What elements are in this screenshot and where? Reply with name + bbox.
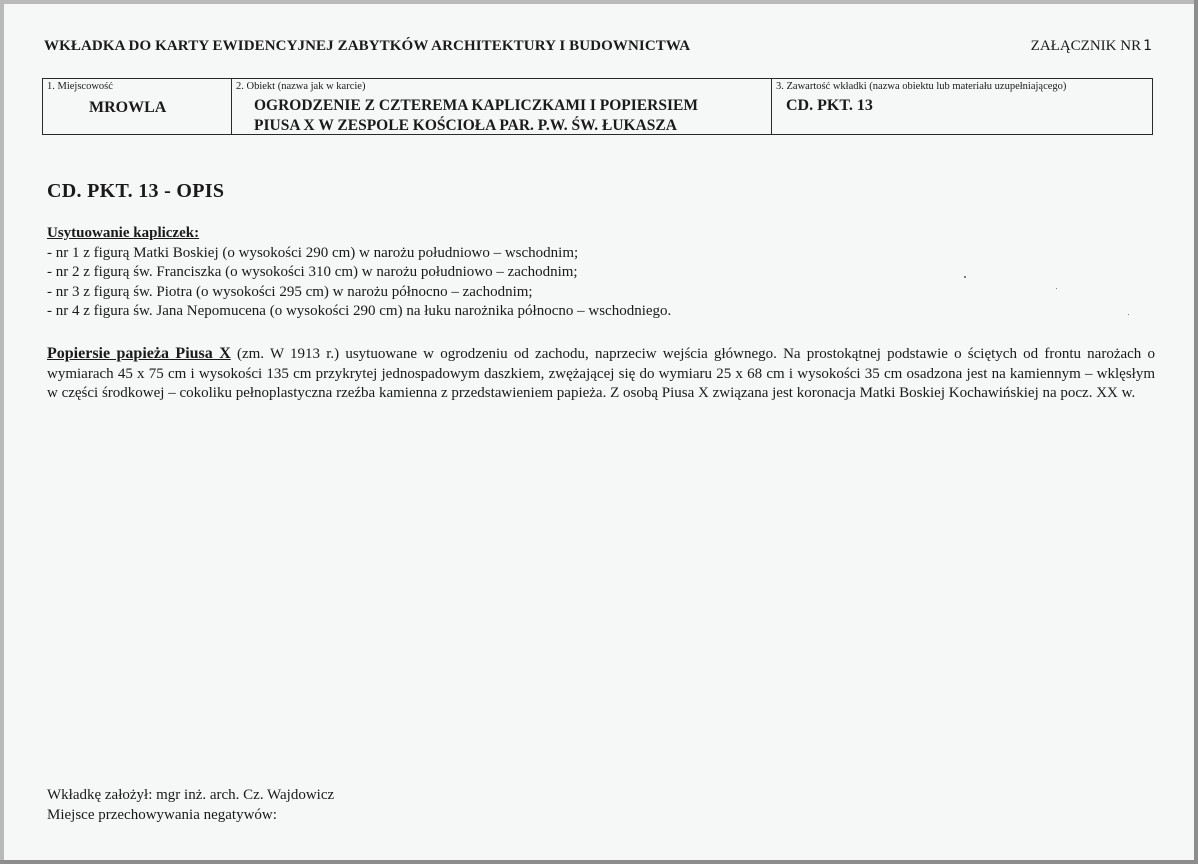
bust-text: (zm. W 1913 r.) usytuowane w ogrodzeniu od zachodu, naprzeciw wejścia głównego. Na prostokątnej podstawie o ściętych od frontu narożach o wymiarach 45 x 75 cm i wysokości 135 cm przykrytej jednospadowym daszkiem, zwężającej się do wymiaru 25 x 68 cm i wysokości 35 cm osadzona jest na kamiennym – wklęsłym w części środkowej – cokoliku pełnoplastyczna rzeźba kamienna z przedstawieniem papieża. Z osobą Piusa X związana jest koronacja Matki Boskiej Kochawińskiej na pocz. XX w. bbox=[47, 346, 1155, 401]
object-value bbox=[254, 96, 764, 136]
content-field bbox=[771, 79, 1152, 134]
annex-number: 1 bbox=[1143, 38, 1152, 54]
chapel-item-2: - nr 2 z figurą św. Franciszka (o wysokości 310 cm) w narożu południowo – zachodnim; bbox=[47, 264, 578, 280]
scan-speck bbox=[1128, 314, 1129, 315]
chapels-heading: Usytuowanie kapliczek: bbox=[47, 225, 200, 241]
document-title: WKŁADKA DO KARTY EWIDENCYJNEJ ZABYTKÓW ARCHITEKTURY I BUDOWNICTWA bbox=[44, 38, 691, 54]
content-label: 3. Zawartość wkładki (nazwa obiektu lub materiału uzupełniającego) bbox=[776, 81, 1067, 92]
chapel-item-3: - nr 3 z figurą św. Piotra (o wysokości 295 cm) w narożu północno – zachodnim; bbox=[47, 283, 533, 300]
scan-speck bbox=[964, 276, 966, 278]
document-card bbox=[4, 4, 1194, 860]
author-line: Wkładkę założył: mgr inż. arch. Cz. Wajdowicz bbox=[47, 787, 335, 803]
object-field bbox=[231, 79, 771, 134]
object-value-line2: PIUSA X W ZESPOLE KOŚCIOŁA PAR. P.W. ŚW. ŁUKASZA bbox=[254, 117, 677, 134]
section-title: CD. PKT. 13 - OPIS bbox=[47, 180, 225, 202]
object-value-line1: OGRODZENIE Z CZTEREMA KAPLICZKAMI I POPIERSIEM bbox=[254, 97, 698, 114]
bust-heading: Popiersie papieża Piusa X bbox=[47, 345, 231, 362]
scan-speck bbox=[1056, 288, 1057, 289]
header-fields-table bbox=[42, 78, 1153, 135]
annex-text: ZAŁĄCZNIK NR bbox=[1030, 38, 1142, 54]
scan-edge-right bbox=[1194, 0, 1198, 864]
header-line bbox=[44, 38, 1152, 58]
scan-edge-bottom bbox=[0, 860, 1198, 864]
locality-value: MROWLA bbox=[89, 99, 167, 116]
negatives-line: Miejsce przechowywania negatywów: bbox=[47, 806, 277, 823]
locality-label: 1. Miejscowość bbox=[47, 81, 113, 92]
content-value: CD. PKT. 13 bbox=[786, 97, 873, 114]
footer bbox=[47, 786, 334, 825]
annex-label bbox=[1031, 38, 1152, 55]
chapel-item-4: - nr 4 z figura św. Jana Nepomucena (o wysokości 290 cm) na łuku narożnika północno – wschodniego. bbox=[47, 303, 672, 319]
bust-paragraph bbox=[47, 344, 1155, 404]
locality-field bbox=[43, 79, 231, 134]
chapel-item-1: - nr 1 z figurą Matki Boskiej (o wysokości 290 cm) w narożu południowo – wschodnim; bbox=[47, 244, 579, 261]
object-label: 2. Obiekt (nazwa jak w karcie) bbox=[236, 81, 366, 92]
chapels-section bbox=[47, 224, 1147, 322]
